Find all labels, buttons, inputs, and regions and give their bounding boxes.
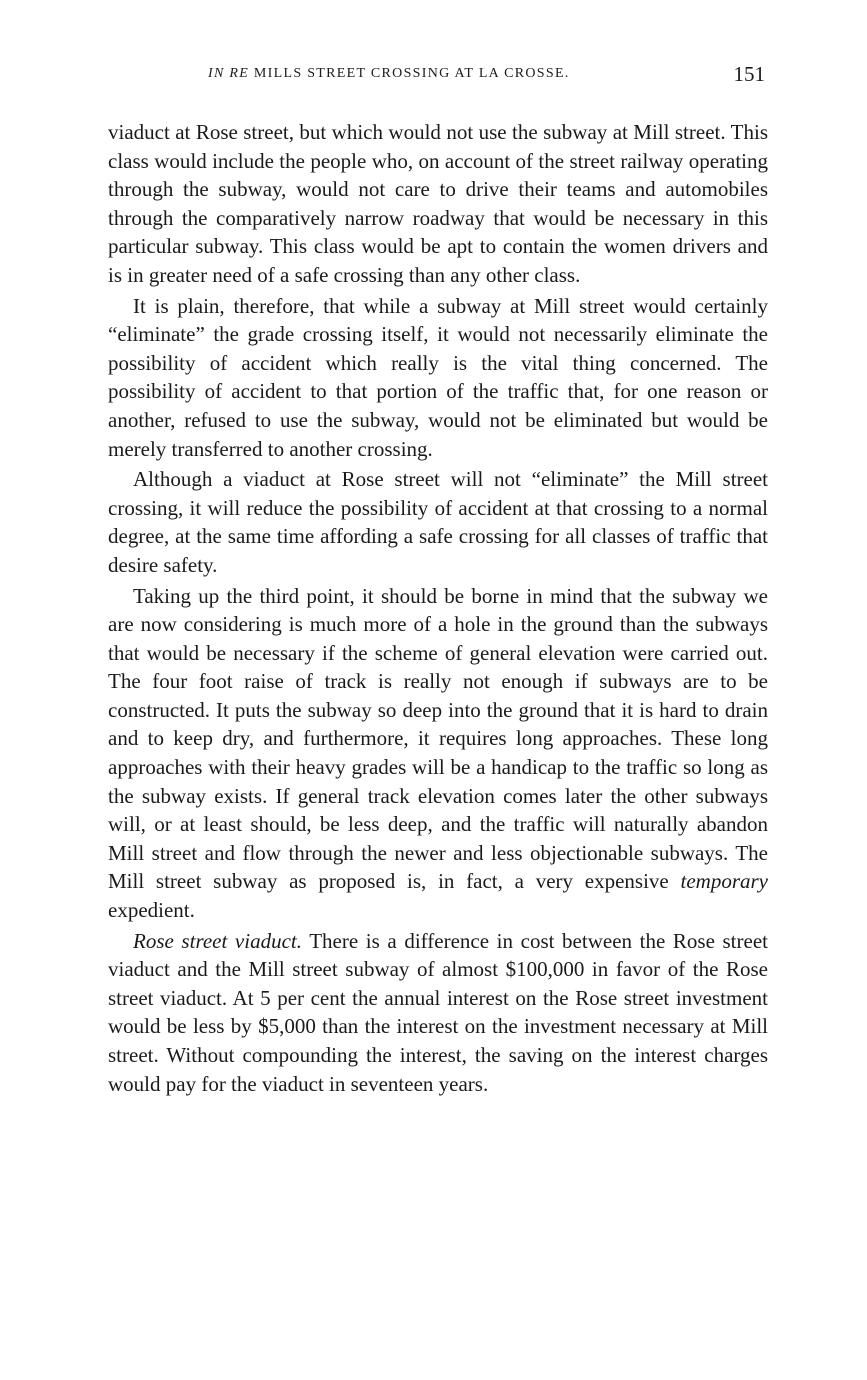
paragraph-4-italic: temporary	[680, 869, 768, 894]
paragraph-4-end: expedient.	[108, 898, 195, 923]
running-title-prefix: IN RE	[208, 66, 250, 81]
body-text	[108, 118, 768, 1098]
paragraph-5	[108, 927, 768, 1099]
paragraph-4	[108, 582, 768, 925]
running-header	[110, 62, 765, 92]
paragraph-4-text: Taking up the third point, it should be borne in mind that the subway we are now considering is much more of a hole in the ground than the subways that would be necessary if the scheme of general elevation were carried out. The four foot raise of track is really not enough if subways are to be constructed. It puts the subway so deep into the ground that it is hard to drain and to keep dry, and furthermore, it requires long approaches. These long approaches with their heavy grades will be a handicap to the traffic so long as the subway exists. If general track elevation comes later the other subways will, or at least should, be less deep, and the traffic will naturally abandon Mill street and flow through the newer and less objectionable subways. The Mill street subway as proposed is, in fact, a very expensive	[108, 583, 768, 894]
section-heading-rose-street-viaduct: Rose street viaduct.	[133, 928, 302, 953]
paragraph-2: It is plain, therefore, that while a subway at Mill street would certainly “eliminate” the grade crossing itself, it would not necessarily eliminate the possibility of accident which really is the vital thing concerned. The possibility of accident to that portion of the traffic that, for one reason or another, refused to use the subway, would not be eliminated but would be merely transferred to another crossing.	[108, 293, 768, 461]
paragraph-5-text: There is a difference in cost between the Rose street viaduct and the Mill street subway of almost $100,000 in favor of the Rose street viaduct. At 5 per cent the annual interest on the Rose street investment would be less by $5,000 than the interest on the investment necessary at Mill street. Without compounding the interest, the saving on the interest charges would pay for the viaduct in seventeen years.	[108, 928, 768, 1096]
running-title-text: MILLS STREET CROSSING AT LA CROSSE.	[249, 66, 570, 81]
paragraph-1: viaduct at Rose street, but which would not use the subway at Mill street. This class would include the people who, on account of the street railway operating through the subway, would not care to drive their teams and automobiles through the comparatively narrow roadway that would be necessary in this particular subway. This class would be apt to contain the women drivers and is in greater need of a safe crossing than any other class.	[108, 120, 768, 287]
running-title	[208, 66, 570, 82]
page-number: 151	[733, 62, 765, 86]
paragraph-3: Although a viaduct at Rose street will not “eliminate” the Mill street crossing, it will reduce the possibility of accident at that crossing to a normal degree, at the same time affording a safe crossing for all classes of traffic that desire safety.	[108, 467, 768, 577]
